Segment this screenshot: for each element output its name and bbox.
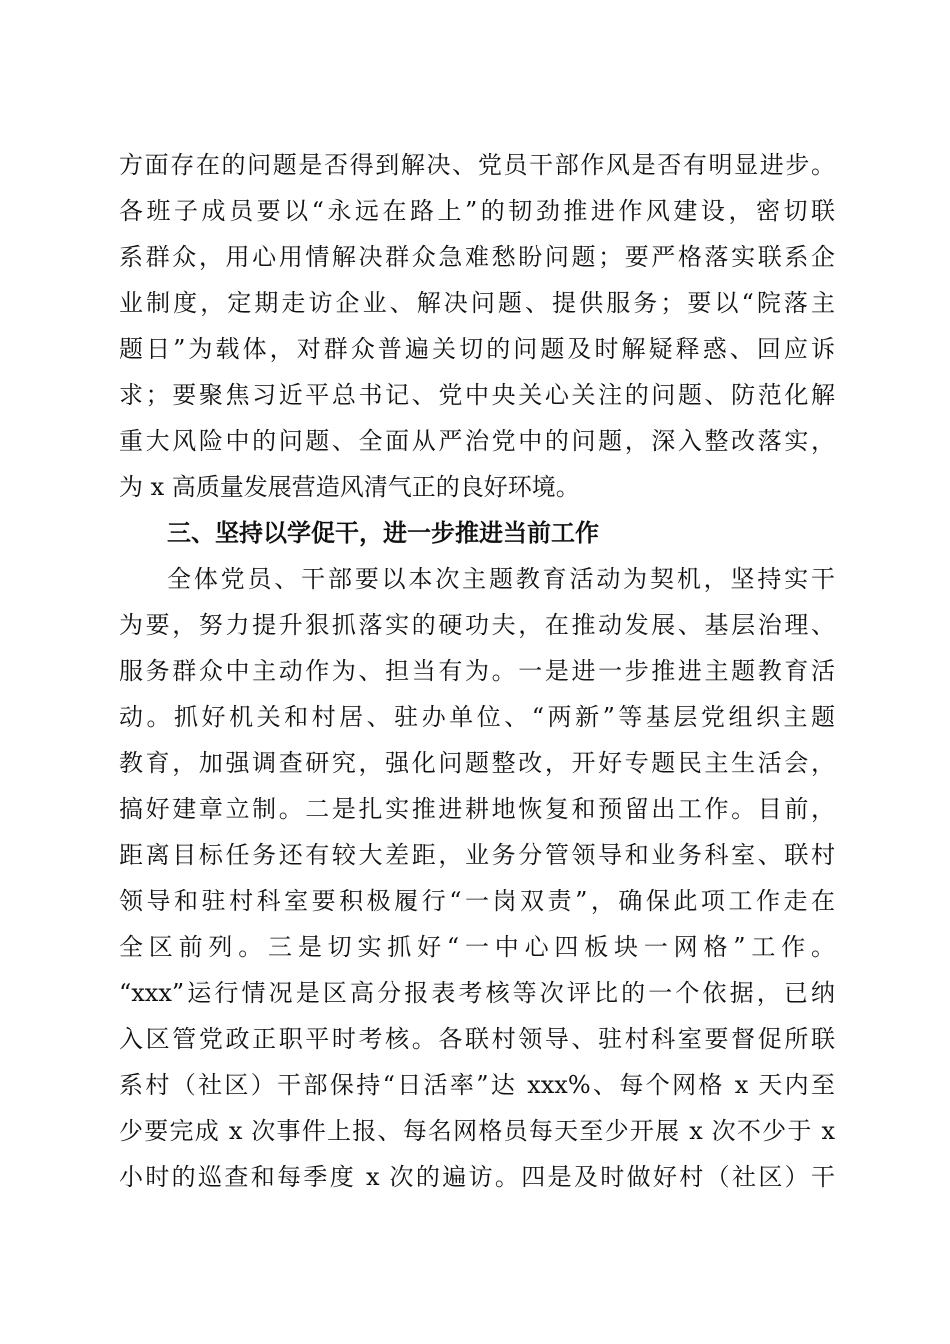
text-line: 各班子成员要以“永远在路上”的韧劲推进作风建设，密切联 xyxy=(119,197,835,225)
text-line: 为 x 高质量发展营造风清气正的良好环境。 xyxy=(119,473,580,501)
text-line: 求；要聚焦习近平总书记、党中央关心关注的问题、防范化解 xyxy=(119,381,835,409)
text-line: 重大风险中的问题、全面从严治党中的问题，深入整改落实， xyxy=(119,427,835,455)
paragraph-1 xyxy=(119,142,835,510)
text-line: 系村（社区）干部保持“日活率”达 xxx%、每个网格 x 天内至 xyxy=(119,1071,835,1099)
text-line: 业制度，定期走访企业、解决问题、提供服务；要以“院落主 xyxy=(119,289,835,317)
text-line: 少要完成 x 次事件上报、每名网格员每天至少开展 x 次不少于 x xyxy=(119,1117,835,1145)
paragraph-2 xyxy=(119,556,835,1200)
text-line: 入区管党政正职平时考核。各联村领导、驻村科室要督促所联 xyxy=(119,1025,835,1053)
section-heading: 三、坚持以学促干，进一步推进当前工作 xyxy=(167,519,599,547)
text-line: 系群众，用心用情解决群众急难愁盼问题；要严格落实联系企 xyxy=(119,243,835,271)
text-line: 搞好建章立制。二是扎实推进耕地恢复和预留出工作。目前， xyxy=(119,795,835,823)
document-body xyxy=(119,142,835,1200)
text-line: 教育，加强调查研究，强化问题整改，开好专题民主生活会， xyxy=(119,749,835,777)
text-line: 动。抓好机关和村居、驻办单位、“两新”等基层党组织主题 xyxy=(119,703,835,731)
text-line: 全区前列。三是切实抓好“一中心四板块一网格”工作。 xyxy=(119,933,835,961)
text-line: 领导和驻村科室要积极履行“一岗双责”，确保此项工作走在 xyxy=(119,887,835,915)
text-line: 全体党员、干部要以本次主题教育活动为契机，坚持实干 xyxy=(167,565,835,593)
text-line: “xxx”运行情况是区高分报表考核等次评比的一个依据，已纳 xyxy=(119,979,835,1007)
text-line: 距离目标任务还有较大差距，业务分管领导和业务科室、联村 xyxy=(119,841,835,869)
text-line: 方面存在的问题是否得到解决、党员干部作风是否有明显进步。 xyxy=(119,151,835,179)
text-line: 题日”为载体，对群众普遍关切的问题及时解疑释惑、回应诉 xyxy=(119,335,835,363)
text-line: 为要，努力提升狠抓落实的硬功夫，在推动发展、基层治理、 xyxy=(119,611,835,639)
text-line: 小时的巡查和每季度 x 次的遍访。四是及时做好村（社区）干 xyxy=(119,1163,835,1191)
text-line: 服务群众中主动作为、担当有为。一是进一步推进主题教育活 xyxy=(119,657,835,685)
